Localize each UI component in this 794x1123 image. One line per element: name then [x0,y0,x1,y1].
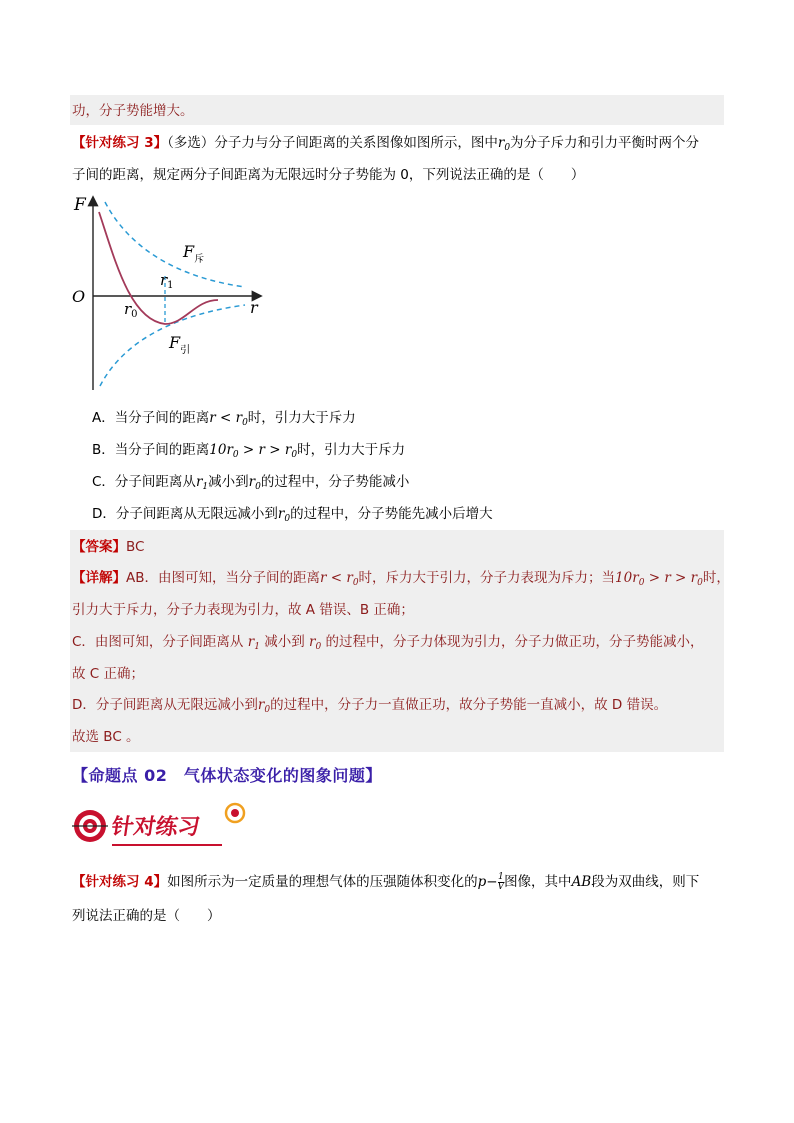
target-icon [72,808,108,844]
explain-line-1: 【详解】AB．由图可知，当分子间的距离$r < r_0$时，斥力大于引力，分子力表现为斥力；当$10r_0 > r > r_0$时， [72,570,730,588]
option-a: A．当分子间的距离$r < r_0$时，引力大于斥力 [92,410,356,428]
answer-line: 【答案】BC [72,539,145,555]
repulsive-force-curve [105,202,245,287]
q4-p-over-v: p− $\frac{1}{V}$ [477,872,505,892]
explain-line-3: C．由图可知，分子间距离从 $r_1$ 减小到 $r_0$ 的过程中，分子力体现为引力，分子力做正功，分子势能减小， [72,634,704,652]
section-heading: 【命题点 02 气体状态变化的图象问题】 [72,766,382,785]
r1-label: $r_1$ [160,271,174,291]
prev-answer-tail: 功，分子势能增大。 [72,103,194,119]
q4-stem-line-1: 【针对练习 4】如图所示为一定质量的理想气体的压强随体积变化的p− $\frac{1}{V}$ 图像，其中AB段为双曲线，则下 [72,872,700,892]
q3-stem-line-1 [72,133,699,158]
option-b: B．当分子间的距离$10r_0 > r > r_0$时，引力大于斥力 [92,442,406,460]
practice-banner [72,800,262,850]
q3-tag: 【针对练习 3】 [72,135,168,151]
option-d: D．分子间距离从无限远减小到$r_0$的过程中，分子势能先减小后增大 [92,506,493,524]
origin-label: O [72,287,86,306]
f-attractive-label: $F_引$ [169,333,191,356]
explain-line-5: D．分子间距离从无限远减小到$r_0$的过程中，分子力一直做正功，故分子势能一直减小，故 D 错误。 [72,697,668,715]
r-axis-label: r [250,298,258,317]
f-repulsive-label: $F_斥$ [183,242,205,265]
force-distance-figure [70,190,270,395]
q3-stem-1b: 为分子斥力和引力平衡时两个分 [510,135,700,151]
option-c: C．分子间距离从$r_1$减小到$r_0$的过程中，分子势能减小 [92,474,410,492]
q3-stem-1a: 分子力与分子间距离的关系图像如图所示，图中 [214,135,498,151]
q3-stem-line-2: 子间的距离，规定两分子间距离为无限远时分子势能为 0，下列说法正确的是（ ） [72,167,585,183]
r0-label: $r_0$ [124,300,138,320]
explain-line-4: 故 C 正确； [72,666,145,682]
q3-r0-symbol: $r_0$ [497,135,511,153]
q4-stem-line-2: 列说法正确的是（ ） [72,908,221,924]
banner-underline [112,844,222,846]
dart-icon [224,802,246,824]
net-force-curve [99,212,218,324]
explain-line-2: 引力大于斥力，分子力表现为引力，故 A 错误、B 正确； [72,602,414,618]
banner-text: 针对练习 [109,814,202,840]
q3-type: （多选） [167,135,215,151]
f-axis-label: F [74,195,86,215]
explain-line-6: 故选 BC 。 [72,729,140,745]
